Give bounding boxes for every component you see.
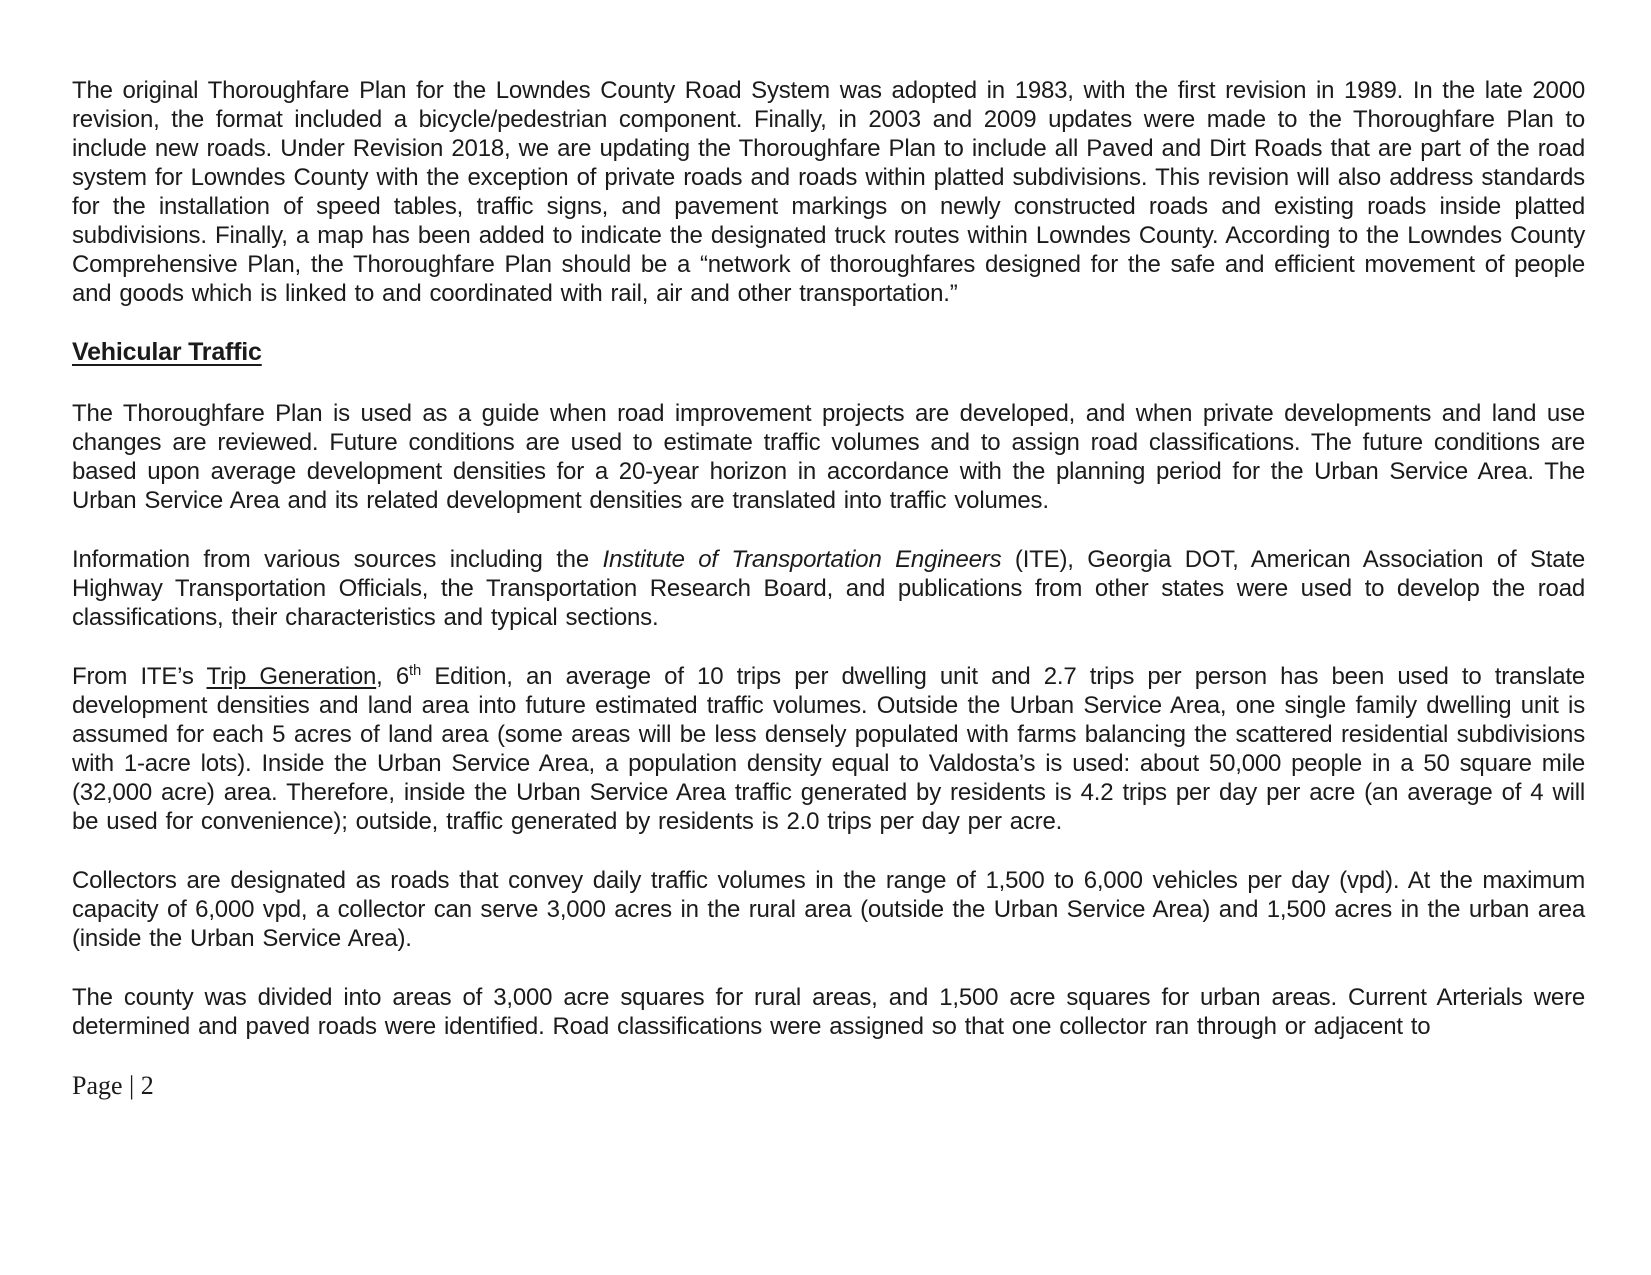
intro-paragraph: The original Thoroughfare Plan for the Lowndes County Road System was adopted in 1983, with the first revision in 1989. In the late 2000 revision, the format included a bicycle/pedestrian component. Finally, in 2003 and 2009 updates were made to the Thoroughfare Plan to include new roads. Under Revision 2018, we are updating the Thoroughfare Plan to include all Paved and Dirt Roads that are part of the road system for Lowndes County with the exception of private roads and roads within platted subdivisions. This revision will also address standards for the installation of speed tables, traffic signs, and pavement markings on newly constructed roads and existing roads inside platted subdivisions. Finally, a map has been added to indicate the designated truck routes within Lowndes County. According to the Lowndes County Comprehensive Plan, the Thoroughfare Plan should be a “network of thoroughfares designed for the safe and efficient movement of people and goods which is linked to and coordinated with rail, air and other transportation.”	[72, 77, 1585, 307]
paragraph4-text-start: From ITE’s	[72, 663, 207, 690]
paragraph4-text-end: Edition, an average of 10 trips per dwelling unit and 2.7 trips per person has been used to translate development densities and land area into future estimated traffic volumes. Outside the Urban Service Area, one single family dwelling unit is assumed for each 5 acres of land area (some areas will be less densely populated with farms balancing the scattered residential subdivisions with 1-acre lots). Inside the Urban Service Area, a population density equal to Valdosta’s is used: about 50,000 people in a 50 square mile (32,000 acre) area. Therefore, inside the Urban Service Area traffic generated by residents is 4.2 trips per day per acre (an average of 4 will be used for convenience); outside, traffic generated by residents is 2.0 trips per day per acre.	[72, 663, 1585, 835]
thoroughfare-plan-usage-paragraph: The Thoroughfare Plan is used as a guide when road improvement projects are developed, and when private developments and land use changes are reviewed. Future conditions are used to estimate traffic volumes and to assign road classifications. The future conditions are based upon average development densities for a 20-year horizon in accordance with the planning period for the Urban Service Area. The Urban Service Area and its related development densities are translated into traffic volumes.	[72, 400, 1585, 514]
ordinal-superscript: th	[409, 663, 422, 679]
vehicular-traffic-heading: Vehicular Traffic	[72, 338, 262, 366]
institute-of-transportation-engineers-italic: Institute of Transportation Engineers	[602, 546, 1002, 573]
trip-generation-paragraph	[72, 662, 1585, 836]
paragraph3-text-end: (ITE), Georgia DOT, American Association of State Highway Transportation Officials, the Transportation Research Board, and publications from other states were used to develop the road classifications, their characteristics and typical sections.	[72, 546, 1585, 631]
paragraph3-text-start: Information from various sources including the	[72, 546, 603, 573]
information-sources-paragraph	[72, 545, 1585, 632]
paragraph4-edition-number: , 6	[376, 663, 410, 690]
county-division-paragraph: The county was divided into areas of 3,000 acre squares for rural areas, and 1,500 acre squares for urban areas. Current Arterials were determined and paved roads were identified. Road classifications were assigned so that one collector ran through or adjacent to	[72, 984, 1585, 1040]
page-number-footer: Page | 2	[72, 1071, 154, 1100]
collectors-paragraph: Collectors are designated as roads that convey daily traffic volumes in the range of 1,500 to 6,000 vehicles per day (vpd). At the maximum capacity of 6,000 vpd, a collector can serve 3,000 acres in the rural area (outside the Urban Service Area) and 1,500 acres in the urban area (inside the Urban Service Area).	[72, 867, 1585, 952]
trip-generation-underlined-title: Trip Generation	[206, 663, 377, 690]
